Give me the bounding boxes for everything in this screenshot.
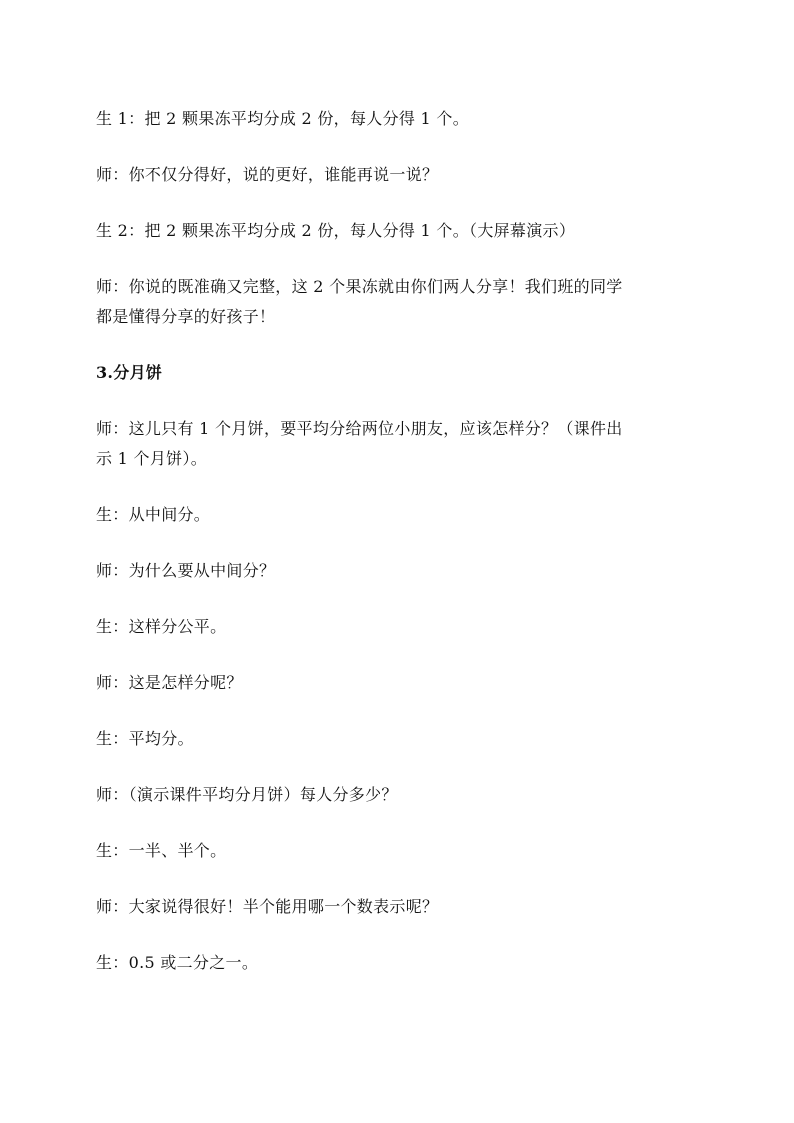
paragraph-student-equal bbox=[96, 724, 702, 754]
text-line: 都是懂得分享的好孩子！ bbox=[96, 307, 276, 326]
paragraph-teacher-mooncake-question bbox=[96, 414, 702, 474]
paragraph-teacher-share bbox=[96, 272, 702, 332]
section-heading-mooncake bbox=[96, 358, 702, 388]
paragraph-student2-answer bbox=[96, 216, 702, 246]
text-line: 生 2：把 2 颗果冻平均分成 2 份，每人分得 1 个。（大屏幕演示） bbox=[96, 221, 576, 240]
text-line: 师：这儿只有 1 个月饼，要平均分给两位小朋友，应该怎样分？（课件出 bbox=[96, 419, 623, 438]
document-body bbox=[96, 104, 702, 978]
text-line: 师：你说的既准确又完整，这 2 个果冻就由你们两人分享！我们班的同学 bbox=[96, 277, 623, 296]
text-line: 生：平均分。 bbox=[96, 729, 194, 748]
paragraph-student-fraction bbox=[96, 948, 702, 978]
paragraph-student1-answer bbox=[96, 104, 702, 134]
text-line: 师：这是怎样分呢？ bbox=[96, 673, 243, 692]
paragraph-student-middle bbox=[96, 500, 702, 530]
paragraph-teacher-praise bbox=[96, 160, 702, 190]
section-heading: 3.分月饼 bbox=[96, 363, 163, 382]
text-line: 示 1 个月饼）。 bbox=[96, 449, 208, 468]
text-line: 师：你不仅分得好，说的更好，谁能再说一说？ bbox=[96, 165, 439, 184]
text-line: 生：从中间分。 bbox=[96, 505, 211, 524]
paragraph-teacher-demo bbox=[96, 780, 702, 810]
text-line: 生：0.5 或二分之一。 bbox=[96, 953, 259, 972]
paragraph-teacher-number bbox=[96, 892, 702, 922]
text-line: 师：（演示课件平均分月饼）每人分多少？ bbox=[96, 785, 398, 804]
text-line: 师：为什么要从中间分？ bbox=[96, 561, 276, 580]
text-line: 生：这样分公平。 bbox=[96, 617, 227, 636]
paragraph-teacher-how bbox=[96, 668, 702, 698]
text-line: 生 1：把 2 颗果冻平均分成 2 份，每人分得 1 个。 bbox=[96, 109, 470, 128]
paragraph-teacher-why bbox=[96, 556, 702, 586]
text-line: 生：一半、半个。 bbox=[96, 841, 227, 860]
paragraph-student-half bbox=[96, 836, 702, 866]
text-line: 师：大家说得很好！半个能用哪一个数表示呢？ bbox=[96, 897, 439, 916]
paragraph-student-fair bbox=[96, 612, 702, 642]
